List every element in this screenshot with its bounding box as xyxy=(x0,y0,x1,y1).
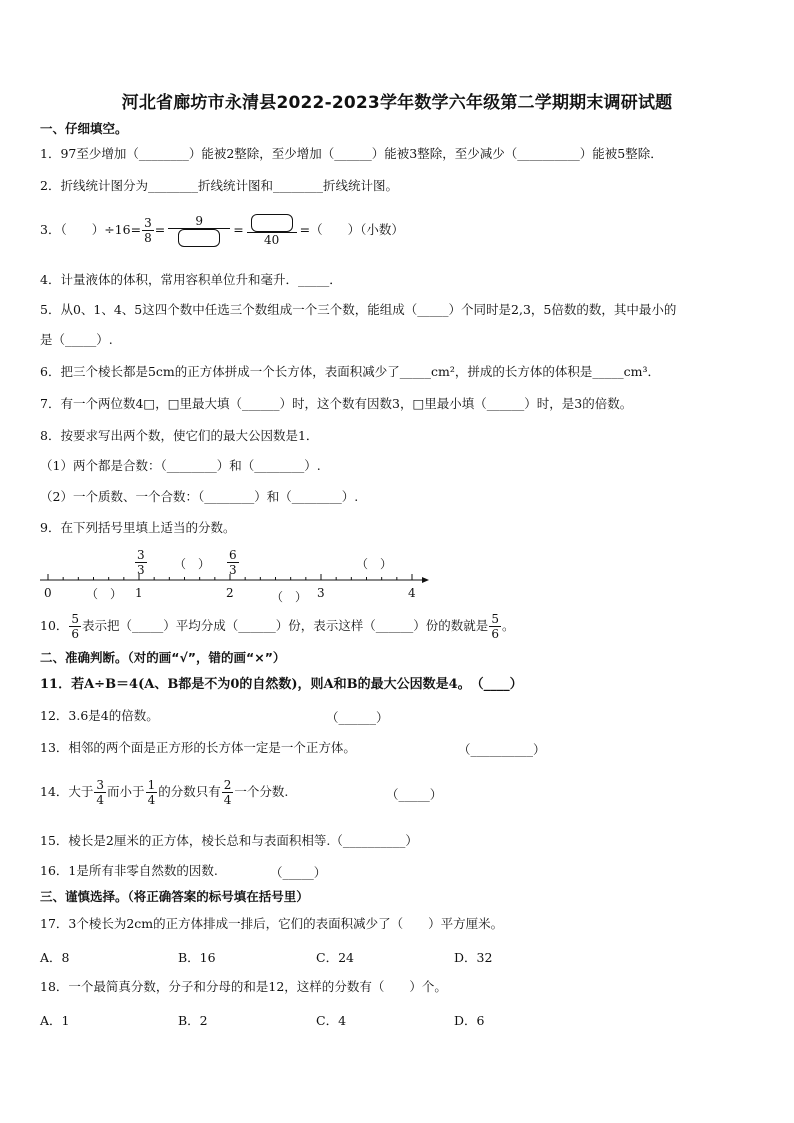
question-14-answer-blank: （_____） xyxy=(386,787,443,802)
question-10-suffix: 。 xyxy=(501,618,515,633)
fraction-denominator: 8 xyxy=(144,230,152,245)
question-13-answer-blank: （__________） xyxy=(458,742,546,757)
fraction-numerator-blank xyxy=(247,214,297,233)
question-8: 8．按要求写出两个数，使它们的最大公因数是1． xyxy=(40,428,319,443)
question-14 xyxy=(40,774,288,810)
number-line-blank-below-1: （ ） xyxy=(86,587,123,601)
question-3 xyxy=(40,210,404,250)
section-1-heading: 一、仔细填空。 xyxy=(40,121,128,136)
question-6: 6．把三个棱长都是5cm的正方体拼成一个长方体，表面积减少了_____cm²，拼成的长方体的体积是_____cm³． xyxy=(40,364,660,379)
question-13: 13．相邻的两个面是正方形的长方体一定是一个正方体。 xyxy=(40,740,356,755)
fraction-3-8 xyxy=(142,216,154,245)
fraction-numerator: 3 xyxy=(144,215,152,230)
number-line-fraction-6-3 xyxy=(227,548,239,577)
fraction-denominator: 40 xyxy=(264,232,280,247)
question-11: 11．若A÷B＝4(A、B都是不为0的自然数)，则A和B的最大公因数是4。 （____） xyxy=(40,677,523,692)
question-5-line-2: 是（_____）. xyxy=(40,332,113,347)
fraction-denominator: 6 xyxy=(491,626,499,641)
equals-sign: = xyxy=(233,222,244,237)
question-17-option-b[interactable]: B．16 xyxy=(178,950,216,965)
fraction-5-6 xyxy=(69,612,81,641)
question-3-prefix: 3．（ ）÷16= xyxy=(40,222,142,237)
question-18-option-b[interactable]: B．2 xyxy=(178,1013,208,1028)
question-5-line-1: 5．从0、1、4、5这四个数中任选三个数组成一个三个数，能组成（_____）个同时是2,3，5倍数的数，其中最小的 xyxy=(40,302,677,317)
fraction-9-over-blank xyxy=(168,214,230,247)
question-17-option-d[interactable]: D．32 xyxy=(454,950,493,965)
question-10-prefix: 10． xyxy=(40,618,69,633)
question-7: 7．有一个两位数4□，□里最大填（______）时，这个数有因数3，□里最小填（______）时，是3的倍数。 xyxy=(40,396,633,411)
fraction-3-4 xyxy=(94,778,106,807)
tick-label-1: 1 xyxy=(135,586,143,600)
question-10-text: 表示把（_____）平均分成（______）份，表示这样（______）份的数就是 xyxy=(82,618,489,633)
fraction-2-4 xyxy=(222,778,234,807)
fraction-numerator: 3 xyxy=(96,777,105,792)
question-14-mid-2: 的分数只有 xyxy=(158,784,221,799)
question-14-prefix: 14．大于 xyxy=(40,784,94,799)
fraction-numerator: 1 xyxy=(147,777,156,792)
question-15: 15．棱长是2厘米的正方体，棱长总和与表面积相等.（__________） xyxy=(40,833,418,848)
fraction-numerator: 9 xyxy=(168,214,230,229)
fraction-denominator: 4 xyxy=(147,792,156,807)
question-18-option-d[interactable]: D．6 xyxy=(454,1013,485,1028)
fraction-numerator: 5 xyxy=(491,611,499,626)
question-3-suffix: =（ ）（小数） xyxy=(299,222,404,237)
question-17-option-a[interactable]: A．8 xyxy=(40,950,70,965)
fraction-denominator-blank xyxy=(176,229,222,247)
question-10 xyxy=(40,608,514,644)
tick-label-4: 4 xyxy=(408,586,416,600)
arrow-head-icon xyxy=(422,577,429,583)
fraction-numerator: 6 xyxy=(229,548,237,562)
question-14-mid-1: 而小于 xyxy=(107,784,145,799)
fraction-numerator: 3 xyxy=(137,548,145,562)
tick-label-2: 2 xyxy=(226,586,234,600)
question-4: 4．计量液体的体积，常用容积单位升和毫升．_____． xyxy=(40,272,342,287)
fraction-denominator: 6 xyxy=(71,626,80,641)
fraction-numerator: 2 xyxy=(223,777,232,792)
question-12-answer-blank: （______） xyxy=(326,710,389,725)
fraction-1-4 xyxy=(146,778,158,807)
question-16-answer-blank: （_____） xyxy=(270,865,327,880)
question-1: 1．97至少增加（________）能被2整除，至少增加（______）能被3整除，至少减少（__________）能被5整除． xyxy=(40,146,663,161)
section-3-heading: 三、谨慎选择。（将正确答案的标号填在括号里） xyxy=(40,889,309,904)
fraction-numerator: 5 xyxy=(71,611,80,626)
number-line-blank-below-2: （ ） xyxy=(271,590,308,604)
number-line-blank-above-2: （ ） xyxy=(356,557,393,571)
question-2: 2．折线统计图分为________折线统计图和________折线统计图。 xyxy=(40,178,398,193)
question-8-part-2: （2）一个质数、一个合数：（________）和（________）. xyxy=(40,489,359,504)
question-18-option-a[interactable]: A．1 xyxy=(40,1013,70,1028)
equals-sign: = xyxy=(154,222,166,237)
fraction-denominator: 4 xyxy=(96,792,105,807)
number-line-fraction-3-3 xyxy=(135,548,147,577)
number-line-blank-above-1: （ ） xyxy=(174,557,211,571)
question-16: 16．1是所有非零自然数的因数. xyxy=(40,863,218,878)
question-18: 18．一个最简真分数，分子和分母的和是12，这样的分数有（ ）个。 xyxy=(40,979,447,994)
question-8-part-1: （1）两个都是合数：（________）和（________）. xyxy=(40,458,321,473)
fraction-5-6 xyxy=(489,612,501,641)
fraction-blank-over-40 xyxy=(247,214,297,247)
section-2-heading: 二、准确判断。（对的画“√”，错的画“×”） xyxy=(40,650,286,665)
question-17: 17．3个棱长为2cm的正方体排成一排后，它们的表面积减少了（ ）平方厘米。 xyxy=(40,916,504,931)
question-14-suffix: 一个分数. xyxy=(234,784,289,799)
fraction-denominator: 4 xyxy=(223,792,232,807)
tick-label-3: 3 xyxy=(317,586,325,600)
page-title: 河北省廊坊市永清县2022-2023学年数学六年级第二学期期末调研试题 xyxy=(121,93,673,113)
fraction-denominator: 3 xyxy=(229,563,237,577)
tick-label-0: 0 xyxy=(44,586,52,600)
question-18-option-c[interactable]: C．4 xyxy=(316,1013,347,1028)
question-9: 9．在下列括号里填上适当的分数。 xyxy=(40,520,236,535)
question-12: 12．3.6是4的倍数。 xyxy=(40,708,159,723)
fraction-denominator: 3 xyxy=(137,563,145,577)
question-17-option-c[interactable]: C．24 xyxy=(316,950,354,965)
